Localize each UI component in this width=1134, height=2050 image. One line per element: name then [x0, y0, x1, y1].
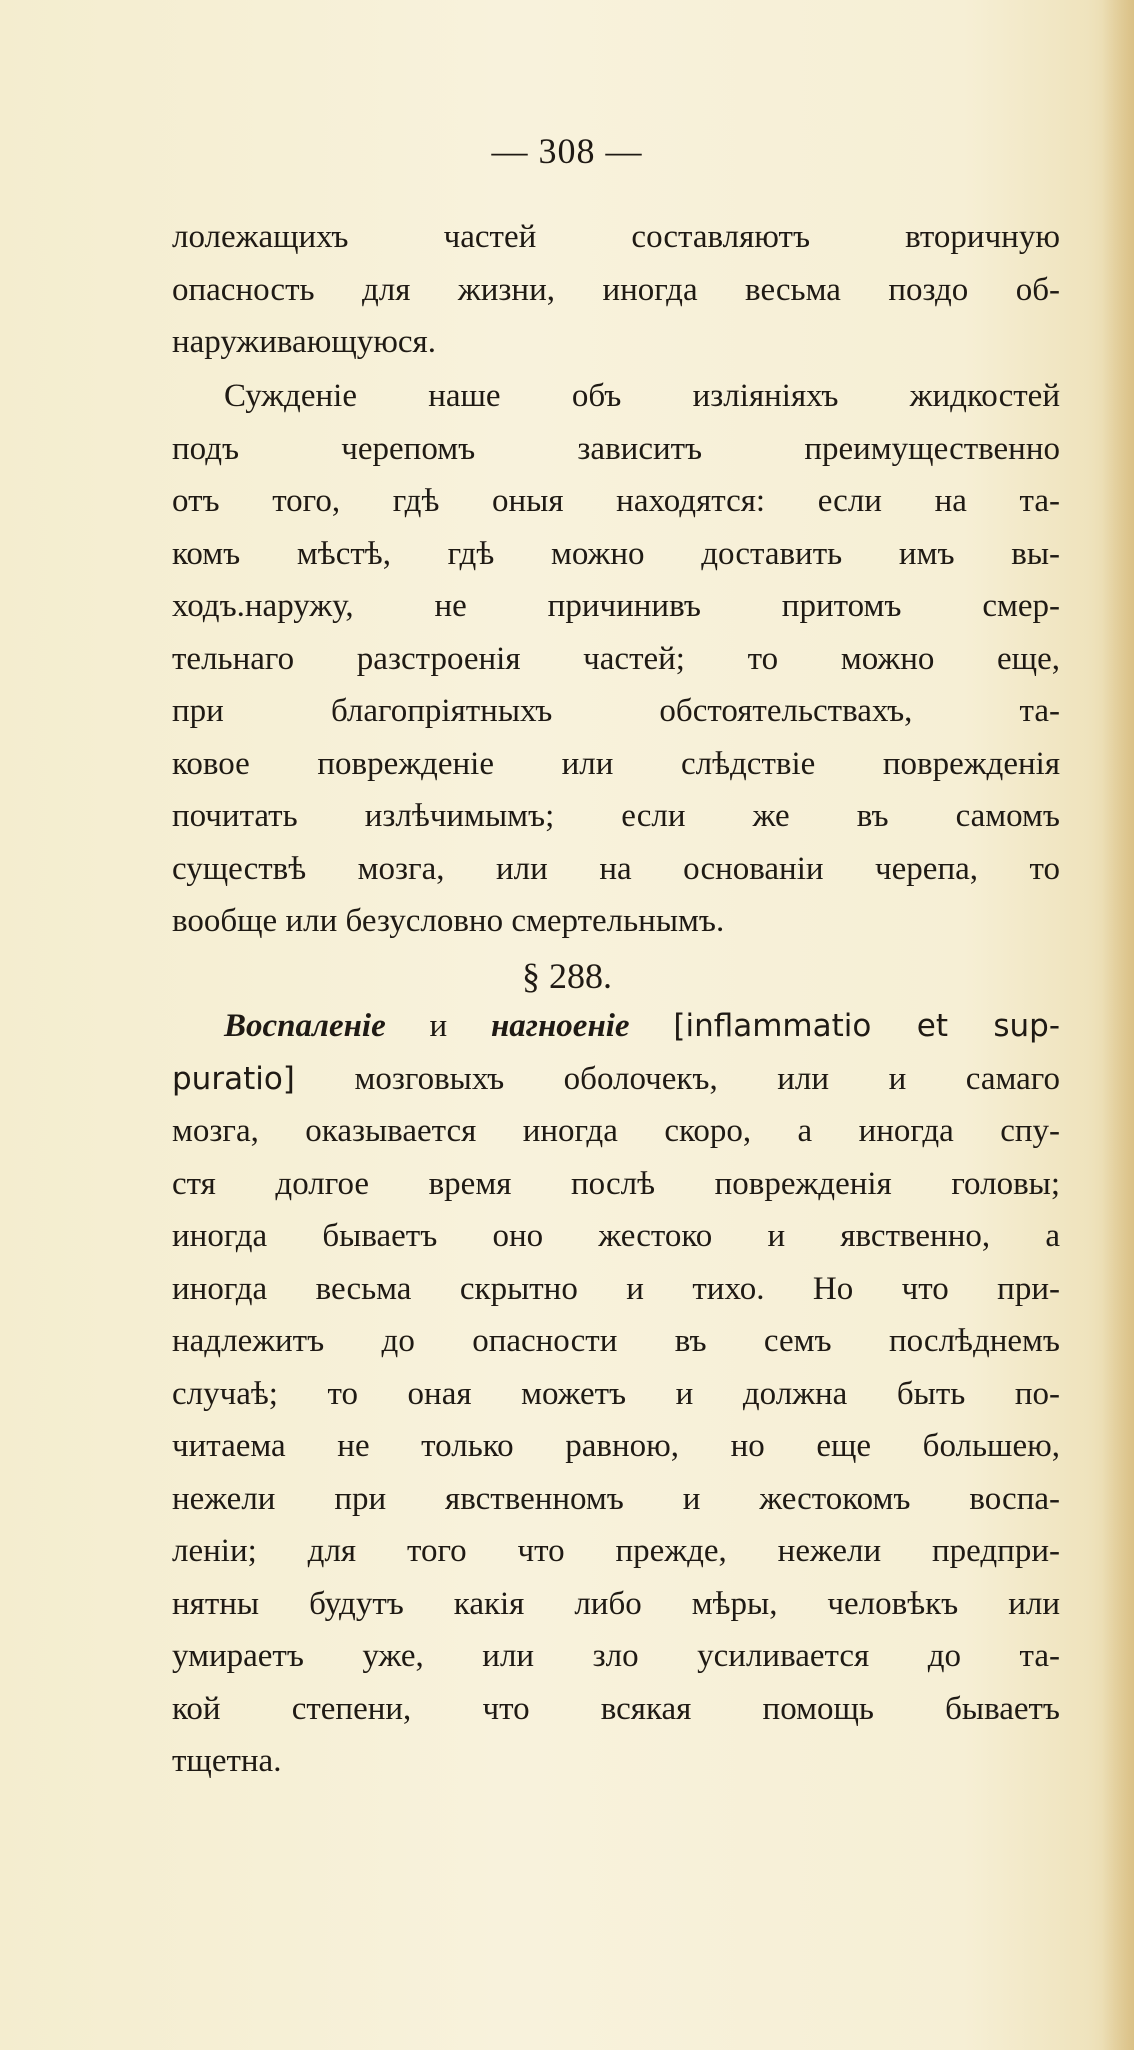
text-line: тщетна. [172, 1743, 282, 1779]
text-line: при благопріятныхъ обстоятельствахъ, та- [172, 693, 1060, 729]
text-line: комъ мѣстѣ, гдѣ можно доставить имъ вы- [172, 535, 1060, 572]
text-line: иногда весьма скрытно и тихо. Но что при- [172, 1270, 1060, 1307]
text-line: леніи; для того что прежде, нежели предпри- [172, 1533, 1060, 1569]
section-heading: § 288. [522, 956, 612, 996]
text-line: нятны будутъ какія либо мѣры, человѣкъ или [172, 1585, 1060, 1622]
text-line: вообще или безусловно смертельнымъ. [172, 903, 725, 939]
text-line [172, 1000, 1060, 1053]
text-line: ходъ.наружу, не причинивъ притомъ смер- [172, 588, 1060, 624]
text-line: стя долгое время послѣ поврежденія головы; [172, 1165, 1060, 1202]
text-line: наруживающуюся. [172, 324, 436, 360]
text-line: тельнаго разстроенія частей; то можно еще, [172, 640, 1060, 677]
latin-term: [inflammatio et sup- [673, 1008, 1060, 1044]
text-fragment: мозговыхъ оболочекъ, или и самаго [354, 1060, 1060, 1097]
text-line: читаема не только равною, но еще большею, [172, 1428, 1060, 1464]
text-line: почитать излѣчимымъ; если же въ самомъ [172, 798, 1060, 834]
text-line: иногда бываетъ оно жестоко и явственно, а [172, 1218, 1060, 1254]
text-line: надлежитъ до опасности въ семъ послѣднемъ [172, 1323, 1060, 1359]
term-suppuration: нагноеніе [490, 1008, 630, 1044]
text-line: лолежащихъ частей составляютъ вторичную [172, 219, 1060, 255]
text-line: кой степени, что всякая помощь бываетъ [172, 1690, 1060, 1727]
text-line: опасность для жизни, иногда весьма поздо об- [172, 271, 1060, 308]
term-inflammation: Воспаленіе [224, 1008, 386, 1044]
paragraph-continuation [172, 211, 1060, 369]
text-line: ковое поврежденіе или слѣдствіе поврежденія [172, 745, 1060, 782]
paragraph-judgement [172, 370, 1060, 948]
text-line: существѣ мозга, или на основаніи черепа, то [172, 850, 1060, 887]
text-line: умираетъ уже, или зло усиливается до та- [172, 1638, 1060, 1674]
page-number: — 308 — [491, 131, 643, 171]
text-line: Сужденіе наше объ изліяніяхъ жидкостей [224, 378, 1060, 414]
text-line: мозга, оказывается иногда скоро, а иногда спу- [172, 1113, 1060, 1149]
latin-term-end: puratio] [172, 1060, 295, 1097]
conjunction: и [429, 1008, 448, 1044]
text-line: подъ черепомъ зависитъ преимущественно [172, 430, 1060, 467]
text-line: отъ того, гдѣ оныя находятся: если на та- [172, 483, 1060, 519]
text-line: случаѣ; то оная можетъ и должна быть по- [172, 1375, 1060, 1412]
text-line [172, 1053, 1060, 1106]
paragraph-inflammation [172, 1000, 1060, 1788]
text-line: нежели при явственномъ и жестокомъ воспа- [172, 1480, 1060, 1517]
